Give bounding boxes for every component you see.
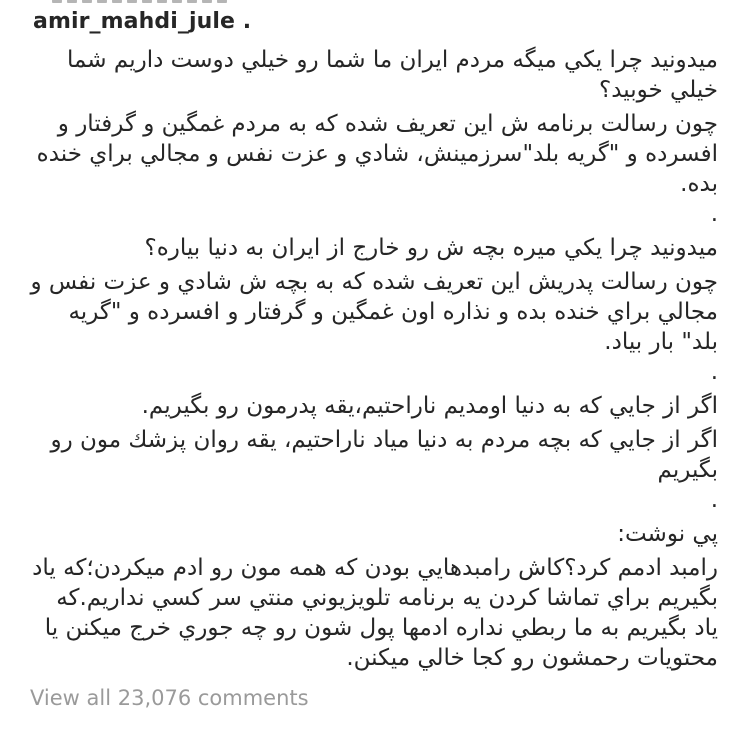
cropped-bottom-content: [30, 724, 330, 736]
cropped-dot: [202, 0, 212, 3]
cropped-dot: [82, 0, 92, 3]
cropped-dot: [112, 0, 122, 3]
caption-dot-separator: .: [710, 487, 718, 513]
caption-line: پي نوشت:: [617, 521, 718, 547]
caption-line: میدونید چرا یکي میره بچه ش رو خارج از ایران به دنیا بیاره؟: [144, 235, 718, 261]
caption-dot-separator: .: [710, 201, 718, 227]
username-suffix: .: [235, 9, 252, 34]
cropped-dot: [187, 0, 197, 3]
caption-line: میدونید چرا یکي میگه مردم ایران ما شما رو خیلي دوست داریم شما خیلي خوبید؟: [67, 47, 718, 103]
cropped-dot: [142, 0, 152, 3]
caption-line: اگر از جایي که به دنیا اومدیم ناراحتیم،یقه پدرمون رو بگیریم.: [141, 393, 718, 419]
cropped-dot: [172, 0, 182, 3]
username-text[interactable]: amir_mahdi_jule: [33, 9, 236, 34]
cropped-dot: [127, 0, 137, 3]
cropped-dot: [217, 0, 227, 3]
caption-line: چون رسالت برنامه ش این تعریف شده که به مردم غمگین و گرفتار و افسرده و "گریه بلد"سرزمینش، شادي و عزت نفس و مجالي براي خنده بده.: [36, 111, 718, 197]
cropped-dot: [52, 0, 62, 3]
caption-line: چون رسالت پدریش این تعریف شده که به بچه ش شادي و عزت نفس و مجالي براي خنده بده و نذاره اون غمگین و گرفتار و افسرده و "گریه بلد" بار بیاد.: [30, 269, 718, 355]
cropped-dot: [67, 0, 77, 3]
view-all-comments-link[interactable]: View all 23,076 comments: [30, 686, 309, 710]
caption-line: اگر از جایي که بچه مردم به دنیا میاد ناراحتیم، یقه روان پزشك مون رو بگیریم: [50, 427, 718, 483]
cropped-top-content: [52, 0, 242, 3]
cropped-dot: [157, 0, 167, 3]
post-username[interactable]: [33, 9, 251, 34]
post-caption: [30, 45, 718, 673]
caption-line: رامبد ادمم کرد؟کاش رامبدهایي بودن که همه مون رو ادم میکردن؛که یاد بگیریم براي تماشا کردن یه برنامه تلویزیوني منتي سر کسي نداریم.که یاد بگیریم به ما ربطي نداره ادمها پول شون رو چه جوري خرج میکنن یا محتویات رحمشون رو کجا خالي میکنن.: [32, 555, 718, 671]
cropped-dot: [97, 0, 107, 3]
caption-dot-separator: .: [710, 359, 718, 385]
